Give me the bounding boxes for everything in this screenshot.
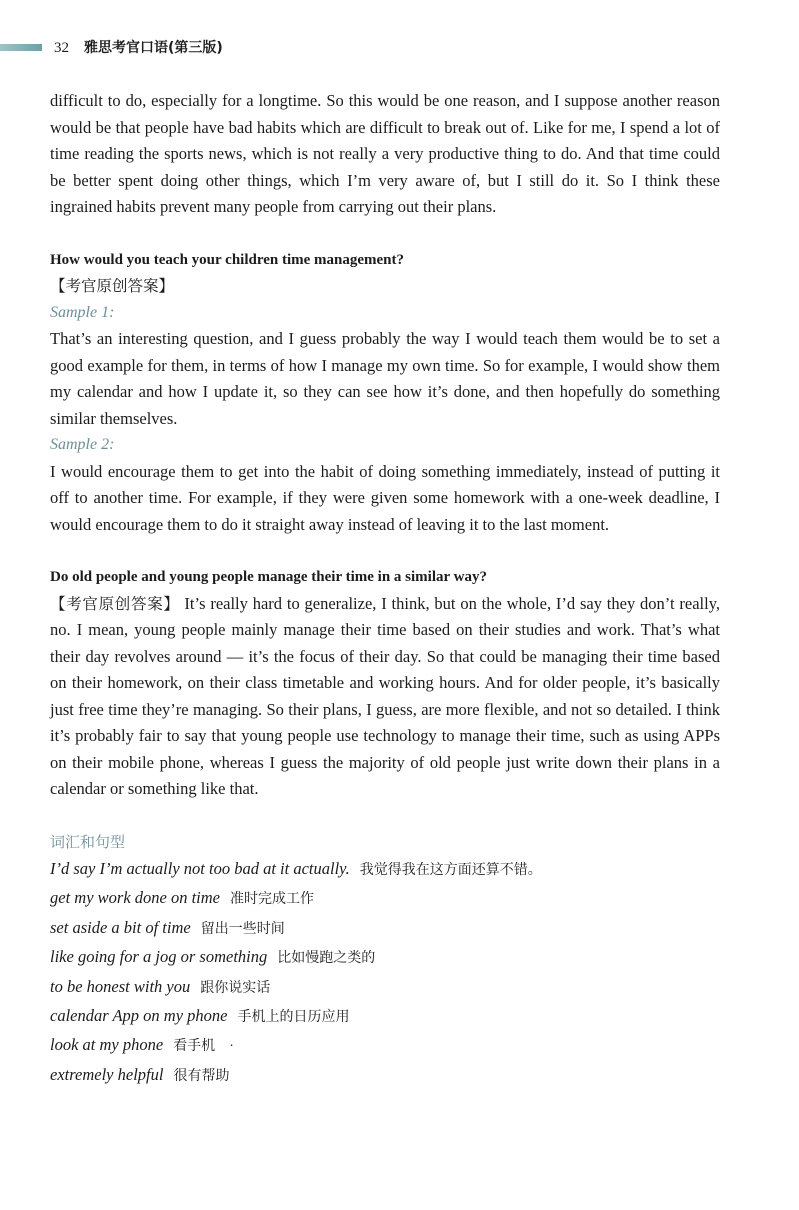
answer-label-1: 【考官原创答案】	[50, 277, 175, 295]
vocabulary-english: set aside a bit of time	[50, 917, 191, 937]
vocabulary-chinese: 比如慢跑之类的	[277, 950, 376, 967]
vocabulary-item	[50, 1002, 720, 1031]
question-section-1	[50, 247, 720, 539]
vocabulary-item	[50, 1031, 720, 1060]
vocabulary-item	[50, 1061, 720, 1090]
vocabulary-english: calendar App on my phone	[50, 1006, 228, 1026]
vocabulary-item	[50, 855, 720, 884]
stray-mark: ·	[229, 1039, 234, 1055]
vocabulary-item	[50, 914, 720, 943]
sample-2-label: Sample 2:	[50, 436, 115, 453]
sample-2-text: I would encourage them to get into the habit of doing something immediately, instead of putting it off to another time. For example, if they were given some homework with a one-week deadline, I would encourage them to do it straight away instead of leaving it to the last moment.	[50, 461, 720, 534]
vocabulary-chinese: 跟你说实话	[200, 979, 271, 996]
vocabulary-english: like going for a jog or something	[50, 947, 268, 967]
answer-2-text: It’s really hard to generalize, I think, but on the whole, I’d say they don’t really, no. I mean, young people mainly manage their time based on their studies and work. That’s what their day revolves around — it’s the focus of their day. So that could be managing their time based on their homework, on their class timetable and working hours. And for older people, it’s basically just free time they’re managing. So their plans, I guess, are more flexible, and not so detailed. I think it’s probably fair to say that young people use technology to manage their time, such as using APPs on their mobile phone, whereas I guess the majority of old people just write down their plans in a calendar or something like that.	[50, 593, 720, 798]
vocabulary-section	[50, 829, 720, 1091]
header-accent-bar	[0, 44, 42, 51]
vocabulary-english: extremely helpful	[50, 1064, 164, 1084]
vocabulary-chinese: 看手机	[173, 1038, 216, 1055]
book-title: 雅思考官口语(第三版)	[84, 40, 223, 56]
vocabulary-title: 词汇和句型	[50, 832, 126, 851]
intro-paragraph: difficult to do, especially for a longtime. So this would be one reason, and I suppose another reason would be that people have bad habits which are difficult to break out of. Like for me, I spend a lot of time reading the sports news, which is not really a very productive thing to do. And that time could be better spent doing other things, which I’m very aware of, but I still do it. So I think these ingrained habits prevent many people from carrying out their plans.	[50, 91, 720, 216]
sample-1-text: That’s an interesting question, and I guess probably the way I would teach them would be to set a good example for them, in terms of how I manage my own time. So for example, I would show them my calendar and how I update it, so they can see how it’s done, and then hopefully do something similar themselves.	[50, 329, 720, 428]
vocabulary-chinese: 准时完成工作	[230, 891, 315, 908]
vocabulary-chinese: 很有帮助	[173, 1067, 230, 1084]
question-section-2	[50, 564, 720, 803]
vocabulary-english: I’d say I’m actually not too bad at it actually.	[50, 859, 350, 878]
question-1: How would you teach your children time management?	[50, 251, 405, 268]
vocabulary-item	[50, 973, 720, 1002]
vocabulary-item	[50, 943, 720, 972]
vocabulary-list	[50, 855, 720, 1090]
vocabulary-english: get my work done on time	[50, 888, 221, 908]
vocabulary-chinese: 留出一些时间	[200, 920, 285, 937]
page-header	[0, 38, 799, 60]
vocabulary-item	[50, 884, 720, 913]
answer-2	[50, 591, 720, 803]
sample-1-label: Sample 1:	[50, 303, 115, 321]
vocabulary-chinese: 手机上的日历应用	[237, 1009, 350, 1026]
question-2: Do old people and young people manage their time in a similar way?	[50, 569, 487, 585]
page-content	[50, 88, 720, 1090]
vocabulary-english: look at my phone	[50, 1035, 164, 1055]
vocabulary-chinese: 我觉得我在这方面还算不错。	[359, 862, 542, 878]
vocabulary-english: to be honest with you	[50, 976, 191, 996]
answer-label-2: 【考官原创答案】	[50, 594, 180, 613]
page-number: 32	[54, 40, 69, 56]
